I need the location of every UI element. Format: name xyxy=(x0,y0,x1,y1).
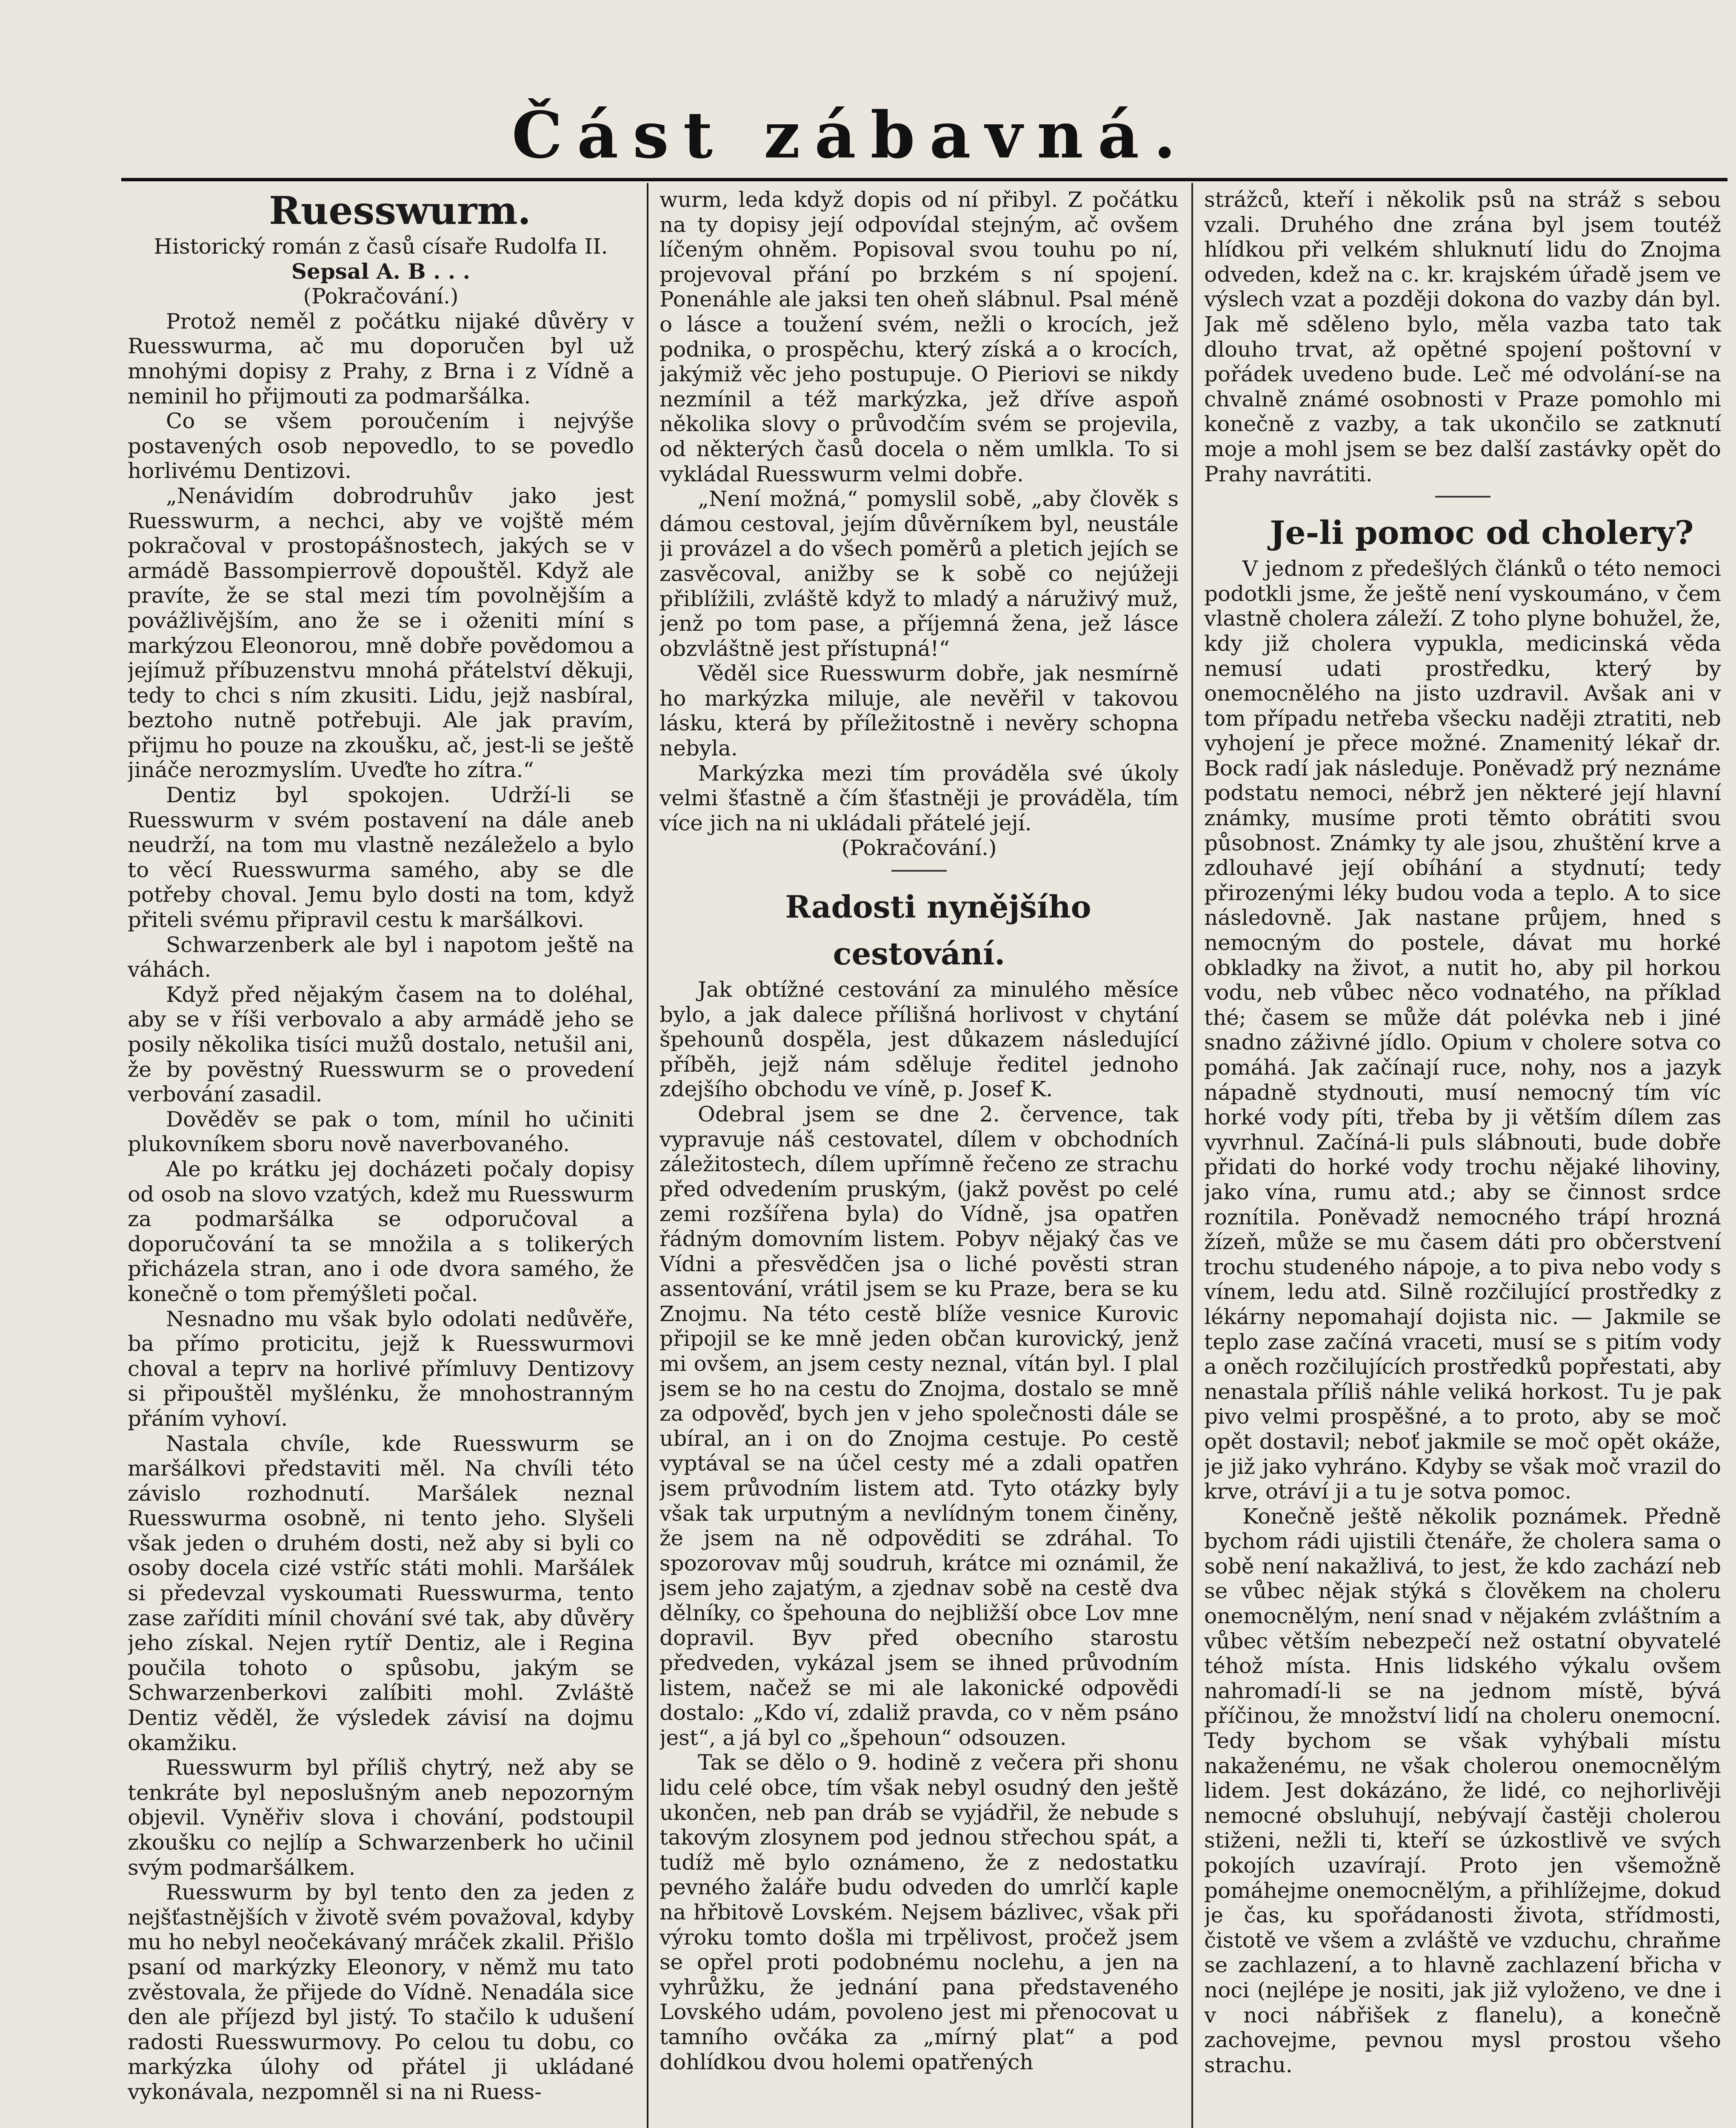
column-1 xyxy=(128,187,634,2128)
paragraph: Schwarzenberk ale byl i napotom ještě na váhách. xyxy=(128,932,634,982)
paragraph: V jednom z předešlých článků o této nemoci podotkli jsme, že ještě není vyskoumáno, v čem vlastně cholera záleží. Z toho plyne bohužel, že, kdy již cholera vypukla, medicinská věda nemusí udati prostředku, který by onemocnělého na jisto uzdravil. Avšak ani v tom případu netřeba všecku naději ztratiti, neb vyhojení je přece možné. Znamenitý lékař dr. Bock radí jak následuje. Poněvadž prý neznáme podstatu nemoci, nébrž jen některé její hlavní známky, musíme proti těmto obrátiti svou působnost. Známky ty ale jsou, zhuštění krve a zdlouhavé její obíhání a stydnutí; tedy přirozenými léky budou voda a teplo. A to sice následovně. Jak nastane průjem, hned s nemocným do postele, dávat mu horké obkladky na život, a nutit ho, aby pil horkou vodu, neb vůbec něco vodnatého, na příklad thé; časem se může dát polévka neb i jiné snadno záživné jídlo. Opium v cholere sotva co pomáhá. Jak začínají ruce, nohy, nos a jazyk nápadně stydnouti, musí nemocný tím víc horké vody píti, třeba by ji větším dílem zas vyvrhnul. Začíná-li puls slábnouti, bude dobře přidati do horké vody trochu nějaké lihoviny, jako vína, rumu atd.; aby se činnost srdce roznítila. Poněvadž nemocného trápí hrozná žízeň, může se mu časem dáti pro občerstvení trochu studeného nápoje, a to piva nebo vody s vínem, ledu atd. Silně rozčilující prostředky z lékárny nepomahají dojista nic. — Jakmile se teplo zase začíná vraceti, musí se s pitím vody a oněch rozčilujících prostředků popřestati, aby nenastala příliš náhle veliká horkost. Tu je pak pivo velmi prospěšné, a to proto, aby se moč opět dostavil; neboť jakmile se moč opět okáže, je již jako vyhráno. Kdyby se však moč vrazil do krve, otráví ji a tu je sotva pomoc. xyxy=(1204,556,1721,1504)
article-subtitle: Historický román z časů císaře Rudolfa II. xyxy=(154,234,608,259)
paragraph: „Není možná,“ pomyslil sobě, „aby člověk s dámou cestoval, jejím důvěrníkem byl, neustále ji provázel a do všech poměrů a pletich jejích se zasvěcoval, anižby se k sobě co nejúžeji přiblížili, zvláště když to mladý a náruživý muž, jenž po tom pase, a příjemná žena, jež lásce obzvláštně jest přístupná!“ xyxy=(660,486,1179,661)
paragraph: strážců, kteří i několik psů na stráž s sebou vzali. Druhého dne zrána byl jsem toutéž hlídkou při velkém shluknutí lidu do Znojma odveden, kdež na c. kr. krajském úřadě jsem ve výslech vzat a později dokona do vazby dán byl. Jak mě sděleno bylo, měla vazba tato tak dlouho trvat, až opětné spojení poštovní v pořádek uvedeno bude. Leč mé odvolání-se na chvalně známé osobnosti v Praze pomohlo mi konečně z vazby, a tak ukončilo se zatknutí moje a mohl jsem se bez další zastávky opět do Prahy navrátiti. xyxy=(1204,187,1721,486)
paragraph: Ruesswurm by byl tento den za jeden z nejšťastnějších v životě svém považoval, kdyby mu ho nebyl neočekávaný mráček zkalil. Přišlo psaní od markýzky Eleonory, v němž mu tato zvěstovala, že přijede do Vídně. Nenadála sice den ale příjezd byl jistý. To stačilo k udušení radosti Ruesswurmovy. Po celou tu dobu, co markýzka úlohy od přátel ji ukládané vykonávala, nezpomněl si na ni Ruess- xyxy=(128,1880,634,2104)
paragraph: Tak se dělo o 9. hodině z večera při shonu lidu celé obce, tím však nebyl osudný den ještě ukončen, neb pan dráb se vyjádřil, že nebude s takovým zlosynem pod jednou střechou spát, a tudíž mě bylo oznámeno, že z nedostatku pevného žaláře budu odveden do umrlčí kaple na hřbitově Lovském. Nejsem bázlivec, však při výroku tomto došla mi trpělivost, pročež jsem se opřel proti podobnému noclehu, a jen na vyhrůžku, že jednání pana představeného Lovského udám, povoleno jest mi přenocovat u tamního ovčáka za „mírný plat“ a pod dohlídkou dvou holemi opatřených xyxy=(660,1750,1179,2074)
paragraph: Protož neměl z počátku nijaké důvěry v Ruesswurma, ač mu doporučen byl už mnohými dopisy z Prahy, z Brna i z Vídně a neminil ho přijmouti za podmaršálka. xyxy=(128,309,634,409)
column-divider xyxy=(1191,183,1193,2128)
paragraph: Co se všem poroučením i nejvýše postavených osob nepovedlo, to se povedlo horlivému Dentizovi. xyxy=(128,409,634,483)
article-title: Ruesswurm. xyxy=(269,188,531,233)
paragraph: Když před nějakým časem na to doléhal, aby se v říši verbovalo a aby armádě jeho se posily několika tisíci mužů dostalo, netušil ani, že by povĕstný Ruesswurm se o provedení verbování zasadil. xyxy=(128,982,634,1107)
masthead-rule xyxy=(121,178,1727,181)
section-masthead: Část zábavná. xyxy=(511,98,1191,173)
column-divider xyxy=(647,183,648,2128)
section-rule xyxy=(891,870,947,872)
paragraph: Odebral jsem se dne 2. července, tak vypravuje náš cestovatel, dílem v obchodních záležitostech, dílem upřímně řečeno ze strachu před odvedením pruským, (jakž pověst po celé zemi rozšířena byla) do Vídně, jsa opatřen řádným domovním listem. Pobyv nějaký čas ve Vídni a přesvědčen jsa o liché pověsti stran assentování, vrátil jsem se ku Praze, bera se ku Znojmu. Na této cestě blíže vesnice Kurovic připojil se ke mně jeden občan kurovický, jenž mi ovšem, an jsem cesty neznal, vítán byl. I plal jsem se ho na cestu do Znojma, dostalo se mně za odpověď, bych jen v jeho společnosti dále se ubíral, an i on do Znojma cestuje. Po cestě vyptával se na účel cesty mé a zdali opatřen jsem průvodním listem atd. Tyto otázky byly však tak urputným a nevlídným tonem činěny, že jsem na ně odpověditi se zdráhal. To spozorovav můj soudruh, krátce mi oznámil, že jsem jeho zajatým, a zjednav sobě na cestě dva dělníky, co špehouna do nejbližší obce Lov mne dopravil. Byv před obecního starostu předveden, vykázal jsem se ihned průvodním listem, načež se mi ale lakonické odpovědi dostalo: „Kdo ví, zdaliž pravda, co v něm psáno jest“, a já byl co „špehoun“ odsouzen. xyxy=(660,1102,1179,1750)
paragraph: Věděl sice Ruesswurm dobře, jak nesmírně ho markýzka miluje, ale nevěřil v takovou lásku, která by příležitostně i nevěry schopna nebyla. xyxy=(660,661,1179,761)
paragraph: Ale po krátku jej docházeti počaly dopisy od osob na slovo vzatých, kdež mu Ruesswurm za podmaršálka se odporučoval a doporučování ta se množila a s tolikerých přicházela stran, ano i ode dvora samého, že konečně o tom přemýšleti počal. xyxy=(128,1156,634,1306)
continued-note: (Pokračování.) xyxy=(841,835,997,861)
article-title: Radosti nynějšího cestování. xyxy=(785,889,1091,972)
paragraph: Dentiz byl spokojen. Udrží-li se Ruesswurm v svém postavení na dále aneb neudrží, na tom mu vlastně nezáleželo a bylo to věcí Ruesswurma samého, aby se dle potřeby choval. Jemu bylo dosti na tom, když přiteli svému připravil cestu k maršálkovi. xyxy=(128,783,634,932)
article-title: Je-li pomoc od cholery? xyxy=(1270,514,1694,552)
continued-note: (Pokračování.) xyxy=(303,284,459,309)
paragraph: Ruesswurm byl příliš chytrý, než aby se tenkráte byl neposlušným aneb nepozorným objevil. Vyněřiv slova i chování, podstoupil zkoušku co nejlíp a Schwarzenberk ho učinil svým podmaršálkem. xyxy=(128,1755,634,1880)
paragraph: Nastala chvíle, kde Ruesswurm se maršálkovi představiti měl. Na chvíli této závislo rozhodnutí. Maršálek neznal Ruesswurma osobně, ni tento jeho. Slyšeli však jeden o druhém dosti, než aby si byli co osoby docela cizé vstříc státi mohli. Maršálek si předevzal vyskoumati Ruesswurma, tento zase zaříditi mínil chování své tak, aby důvěry jeho získal. Nejen rytíř Dentiz, ale i Regina poučila tohoto o spůsobu, jakým se Schwarzenberkovi zalíbiti mohl. Zvláště Dentiz věděl, že výsledek závisí na dojmu okamžiku. xyxy=(128,1431,634,1755)
paragraph: wurm, leda když dopis od ní přibyl. Z počátku na ty dopisy její odpovídal stejným, ač ovšem líčeným ohněm. Popisoval svou touhu po ní, projevoval přání po brzkém s ní spojení. Ponenáhle ale jaksi ten oheň slábnul. Psal méně o lásce a toužení svém, nežli o krocích, jež podnika, o prospěchu, který získá a o krocích, jakýmiž věc jeho postupuje. O Pieriovi se nikdy nezmínil a též markýzka, jež dříve aspoň několika slovy o průvodčím svém se projevila, od některých časů docela o něm umlkla. To si vykládal Ruesswurm velmi dobře. xyxy=(660,187,1179,486)
paragraph: Dověděv se pak o tom, mínil ho učiniti plukovníkem sboru nově naverbovaného. xyxy=(128,1107,634,1157)
column-3 xyxy=(1204,187,1721,2128)
paragraph: Markýzka mezi tím prováděla své úkoly velmi šťastně a čím šťastněji je prováděla, tím více jich na ni ukládali přátelé její. xyxy=(660,761,1179,835)
paragraph: Konečně ještě několik poznámek. Předně bychom rádi ujistili čtenáře, že cholera sama o sobě není nakažlivá, to jest, že kdo zachází neb se vůbec nějak stýká s člověkem na choleru onemocnělým, není snad v nějakém zvláštním a vůbec větším nebezpečí než ostatní obyvatelé téhož místa. Hnis lidského výkalu ovšem nahromadí-li se na jednom místě, bývá příčinou, že množství lidí na choleru onemocní. Tedy bychom se však vyhýbali místu nakaženému, ne však cholerou onemocnělým lidem. Jest dokázáno, že lidé, co nejhorlivěji nemocné obsluhují, nebývají častěji cholerou stiženi, nežli ti, kteří se úzkostlivě ve svých pokojích uzavírají. Proto jen všemožně pomáhejme onemocnělým, a přihlížejme, dokud je čas, ku spořádanosti života, střídmosti, čistotě ve všem a zvláště ve vzduchu, chraňme se zachlazení, a to hlavně zachlazení břicha v noci (nejlépe je nositi, jak již vyloženo, ve dne i v noci nábřišek z flanelu), a konečně zachovejme, pevnou mysl prostou všeho strachu. xyxy=(1204,1504,1721,2077)
section-rule xyxy=(1435,496,1490,498)
paragraph: Jak obtížné cestování za minulého měsíce bylo, a jak dalece přílišná horlivost v chytání špehounů dospěla, jest důkazem následující příběh, jejž nám sděluje ředitel jednoho zdejšího obchodu ve víně, p. Josef K. xyxy=(660,977,1179,1102)
paragraph: Nesnadno mu však bylo odolati nedůvěře, ba přímo proticitu, jejž k Ruesswurmovi choval a teprv na horlivé přímluvy Dentizovy si připouštěl myšlénku, že mnohostranným přáním vyhoví. xyxy=(128,1306,634,1431)
article-author: Sepsal A. B . . . xyxy=(291,258,471,284)
column-2 xyxy=(660,187,1179,2128)
paragraph: „Nenávidím dobrodruhův jako jest Ruesswurm, a nechci, aby ve vojště mém pokračoval v prostopášnostech, jakých se v armádě Bassompierrově dopouštěl. Když ale pravíte, že se stal mezi tím povolnějším a povážlivějším, ano že se i oženiti míní s markýzou Eleonorou, mně dobře povědomou a jejímuž příbuzenstvu mnohá přátelství děkuji, tedy to chci s ním zkusiti. Lidu, jejž nasbíral, beztoho nutně potřebuji. Ale jak pravím, přijmu ho pouze na zkoušku, ač, jest-li se ještě jináče nerozmyslím. Uveďte ho zítra.“ xyxy=(128,483,634,783)
